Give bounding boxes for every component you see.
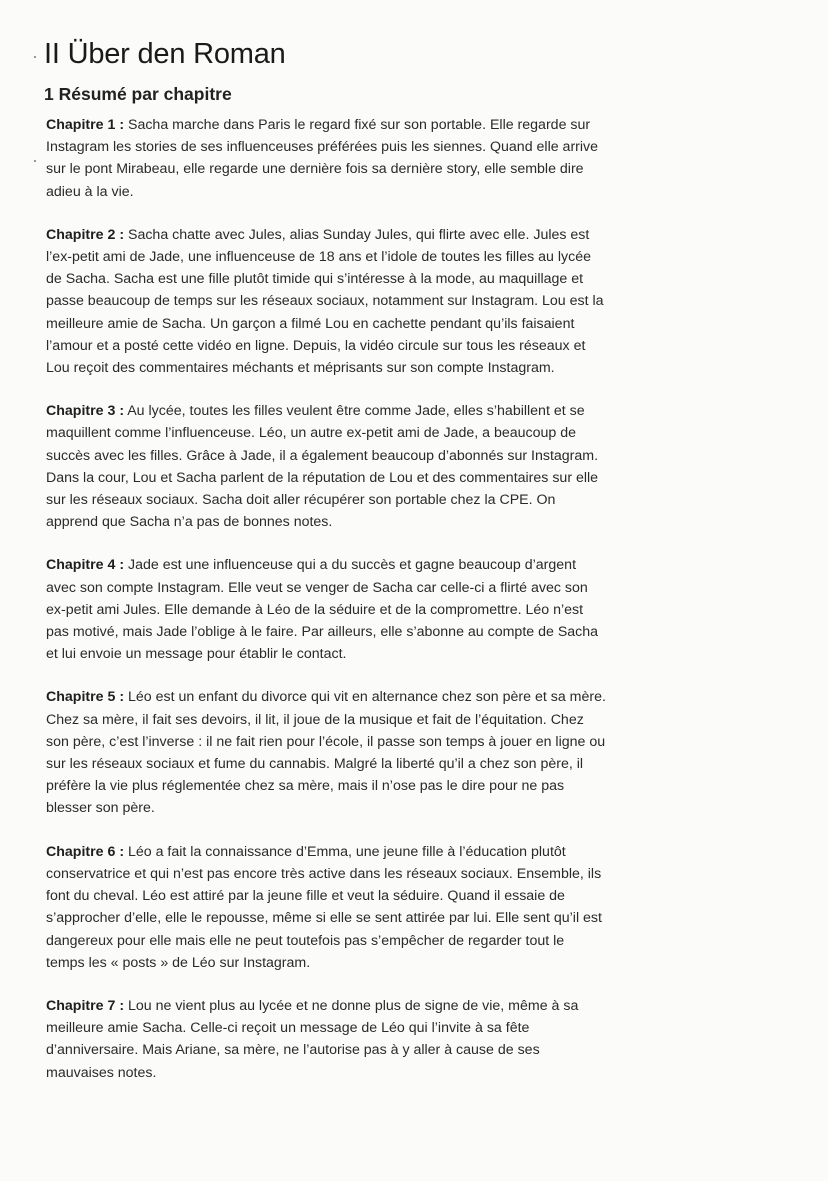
- chapter-text: Lou ne vient plus au lycée et ne donne plus de signe de vie, même à sa meilleure amie Sacha. Celle-ci reçoit un message de Léo qui l’invite à sa fête d’anniversaire. Mais Ariane, sa mère, ne l’autorise pas à y aller à cause de ses mauvaises notes.: [46, 997, 579, 1081]
- chapter-label: Chapitre 6 :: [46, 843, 125, 860]
- chapter-7: [46, 995, 606, 1084]
- chapter-text: Sacha marche dans Paris le regard fixé sur son portable. Elle regarde sur Instagram les stories de ses influenceuses préférées puis les siennes. Quand elle arrive sur le pont Mirabeau, elle regarde une dernière fois sa dernière story, elle semble dire adieu à la vie.: [46, 117, 599, 200]
- chapter-label: Chapitre 4 :: [46, 557, 125, 574]
- margin-mark: [34, 160, 36, 162]
- chapter-text: Sacha chatte avec Jules, alias Sunday Jules, qui flirte avec elle. Jules est l’ex-petit ami de Jade, une influenceuse de 18 ans et l’idole de toutes les filles au lycée de Sacha. Sacha est une fille plutôt timide qui s’intéresse à la mode, au maquillage et passe beaucoup de temps sur les réseaux sociaux, notamment sur Instagram. Lou est la meilleure amie de Sacha. Un garçon a filmé Lou en cachette pendant qu’ils faisaient l’amour et a posté cette vidéo en ligne. Depuis, la vidéo circule sur tous les réseaux et Lou reçoit des commentaires méchants et méprisants sur son compte Instagram.: [46, 226, 604, 377]
- chapter-4: [46, 554, 606, 665]
- chapter-6: [46, 841, 606, 974]
- chapter-3: [46, 400, 606, 533]
- chapter-label: Chapitre 5 :: [46, 689, 125, 706]
- chapter-label: Chapitre 2 :: [46, 226, 125, 243]
- chapter-label: Chapitre 3 :: [46, 403, 125, 420]
- chapter-1: [46, 114, 606, 203]
- section-title: II Über den Roman: [44, 38, 286, 70]
- subsection-title: 1 Résumé par chapitre: [44, 84, 232, 104]
- chapter-text: Au lycée, toutes les filles veulent être comme Jade, elles s’habillent et se maquillent comme l’influenceuse. Léo, un autre ex-petit ami de Jade, a beaucoup de succès avec les filles. Grâce à Jade, il a également beaucoup d’abonnés sur Instagram. Dans la cour, Lou et Sacha parlent de la réputation de Lou et des commentaires sur elle sur les réseaux sociaux. Sacha doit aller récupérer son portable chez la CPE. On apprend que Sacha n’a pas de bonnes notes.: [46, 403, 599, 531]
- chapter-2: [46, 224, 606, 379]
- chapter-text: Jade est une influenceuse qui a du succès et gagne beaucoup d’argent avec son compte Instagram. Elle veut se venger de Sacha car celle-ci a flirté avec son ex-petit ami Jules. Elle demande à Léo de la séduire et de la compromettre. Léo n’est pas motivé, mais Jade l’oblige à le faire. Par ailleurs, elle s’abonne au compte de Sacha et lui envoie un message pour établir le contact.: [46, 557, 599, 663]
- chapter-list: [46, 114, 606, 1105]
- chapter-text: Léo a fait la connaissance d’Emma, une jeune fille à l’éducation plutôt conservatrice et qui n’est pas encore très active dans les réseaux sociaux. Ensemble, ils font du cheval. Léo est attiré par la jeune fille et veut la séduire. Quand il essaie de s’approcher d’elle, elle le repousse, même si elle se sent attirée par lui. Elle sent qu’il est dangereux pour elle mais elle ne peut toutefois pas s’empêcher de regarder tout le temps les « posts » de Léo sur Instagram.: [46, 843, 602, 971]
- chapter-text: Léo est un enfant du divorce qui vit en alternance chez son père et sa mère. Chez sa mère, il fait ses devoirs, il lit, il joue de la musique et fait de l’équitation. Chez son père, c’est l’inverse : il ne fait rien pour l’école, il passe son temps à jouer en ligne ou sur les réseaux sociaux et fume du cannabis. Malgré la liberté qu’il a chez son père, il préfère la vie plus réglementée chez sa mère, mais il n’ose pas le dire pour ne pas blesser son père.: [46, 689, 606, 817]
- margin-mark: [34, 56, 36, 58]
- chapter-label: Chapitre 1 :: [46, 117, 125, 133]
- chapter-label: Chapitre 7 :: [46, 997, 125, 1014]
- chapter-5: [46, 686, 606, 819]
